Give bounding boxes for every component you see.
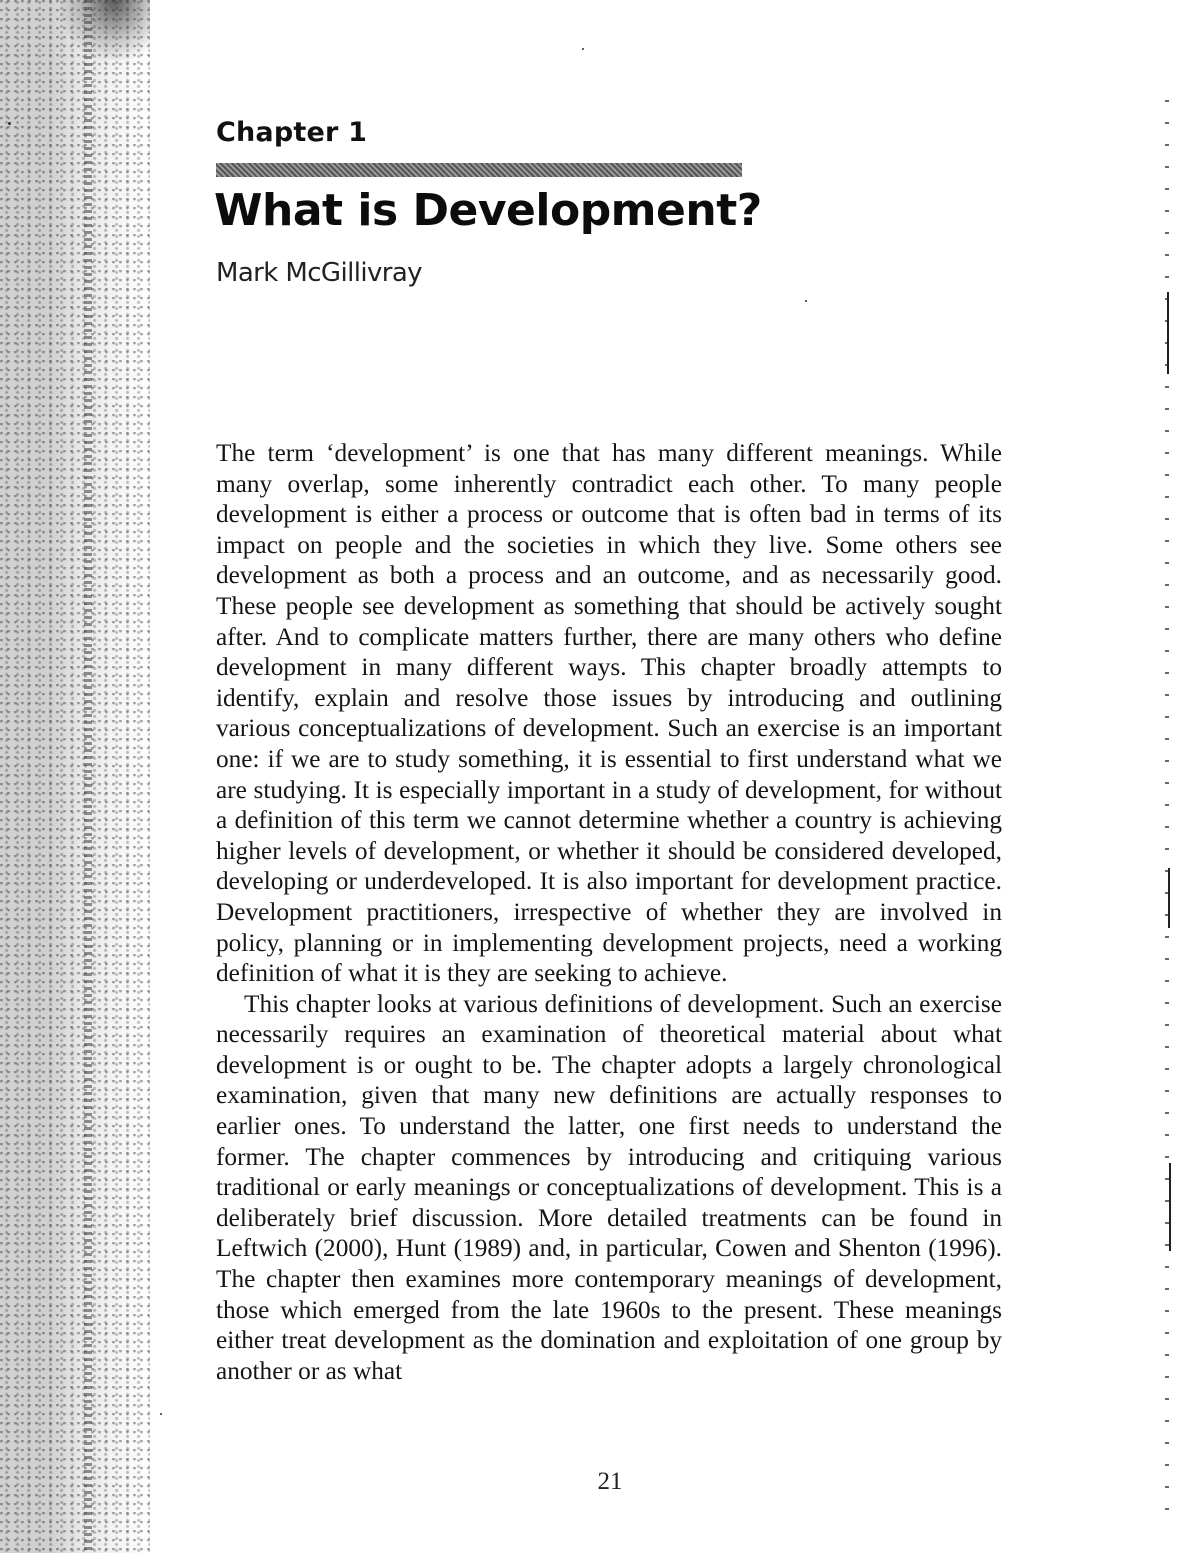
page-number: 21 xyxy=(597,1468,623,1495)
binding-gutter-dark-corner xyxy=(60,0,150,60)
right-margin-scan-line xyxy=(1168,868,1170,928)
scan-speck xyxy=(160,1413,162,1415)
binding-gutter-shadow xyxy=(0,0,150,1553)
scan-speck xyxy=(582,48,584,50)
scan-speck xyxy=(805,300,807,302)
right-margin-scan-line xyxy=(1167,292,1169,374)
chapter-body xyxy=(216,438,1002,1386)
body-paragraph: This chapter looks at various definitions of development. Such an exercise necessarily requires an examination of theoretical material about what development is or ought to be. The chapter adopts a largely chronological examination, given that many new definitions are actually responses to earlier ones. To understand the latter, one first needs to understand the former. The chapter commences by introducing and critiquing various traditional or early meanings or conceptualizations of development. This is a deliberately brief discussion. More detailed treatments can be found in Leftwich (2000), Hunt (1989) and, in particular, Cowen and Shenton (1996). The chapter then examines more contemporary meanings of development, those which emerged from the late 1960s to the present. These meanings either treat development as the domination and exploitation of one group by another or as what xyxy=(216,989,1002,1385)
chapter-title: What is Development? xyxy=(214,185,762,236)
title-rule xyxy=(216,163,742,177)
right-margin-scan-line xyxy=(1169,1163,1171,1251)
scan-speck xyxy=(8,122,11,125)
chapter-author: Mark McGillivray xyxy=(216,258,422,288)
chapter-label: Chapter 1 xyxy=(216,117,368,148)
binding-gutter-edge xyxy=(84,0,92,1553)
body-paragraph: The term ‘development’ is one that has many different meanings. While many overlap, some inherently contradict each other. To many people development is either a process or outcome that is often bad in terms of its impact on people and the societies in which they live. Some others see development as both a process and an outcome, and as necessarily good. These people see development as something that should be actively sought after. And to complicate matters further, there are many others who define development in many different ways. This chapter broadly attempts to identify, explain and resolve those issues by introducing and outlining various conceptualizations of development. Such an exercise is an important one: if we are to study something, it is essential to first understand what we are studying. It is especially important in a study of development, for without a definition of this term we cannot determine whether a country is achieving higher levels of development, or whether it should be considered developed, developing or underdeveloped. It is also important for development practice. Development practitioners, irrespective of whether they are involved in policy, planning or in implementing development projects, need a working definition of what it is they are seeking to achieve. xyxy=(216,439,1002,988)
